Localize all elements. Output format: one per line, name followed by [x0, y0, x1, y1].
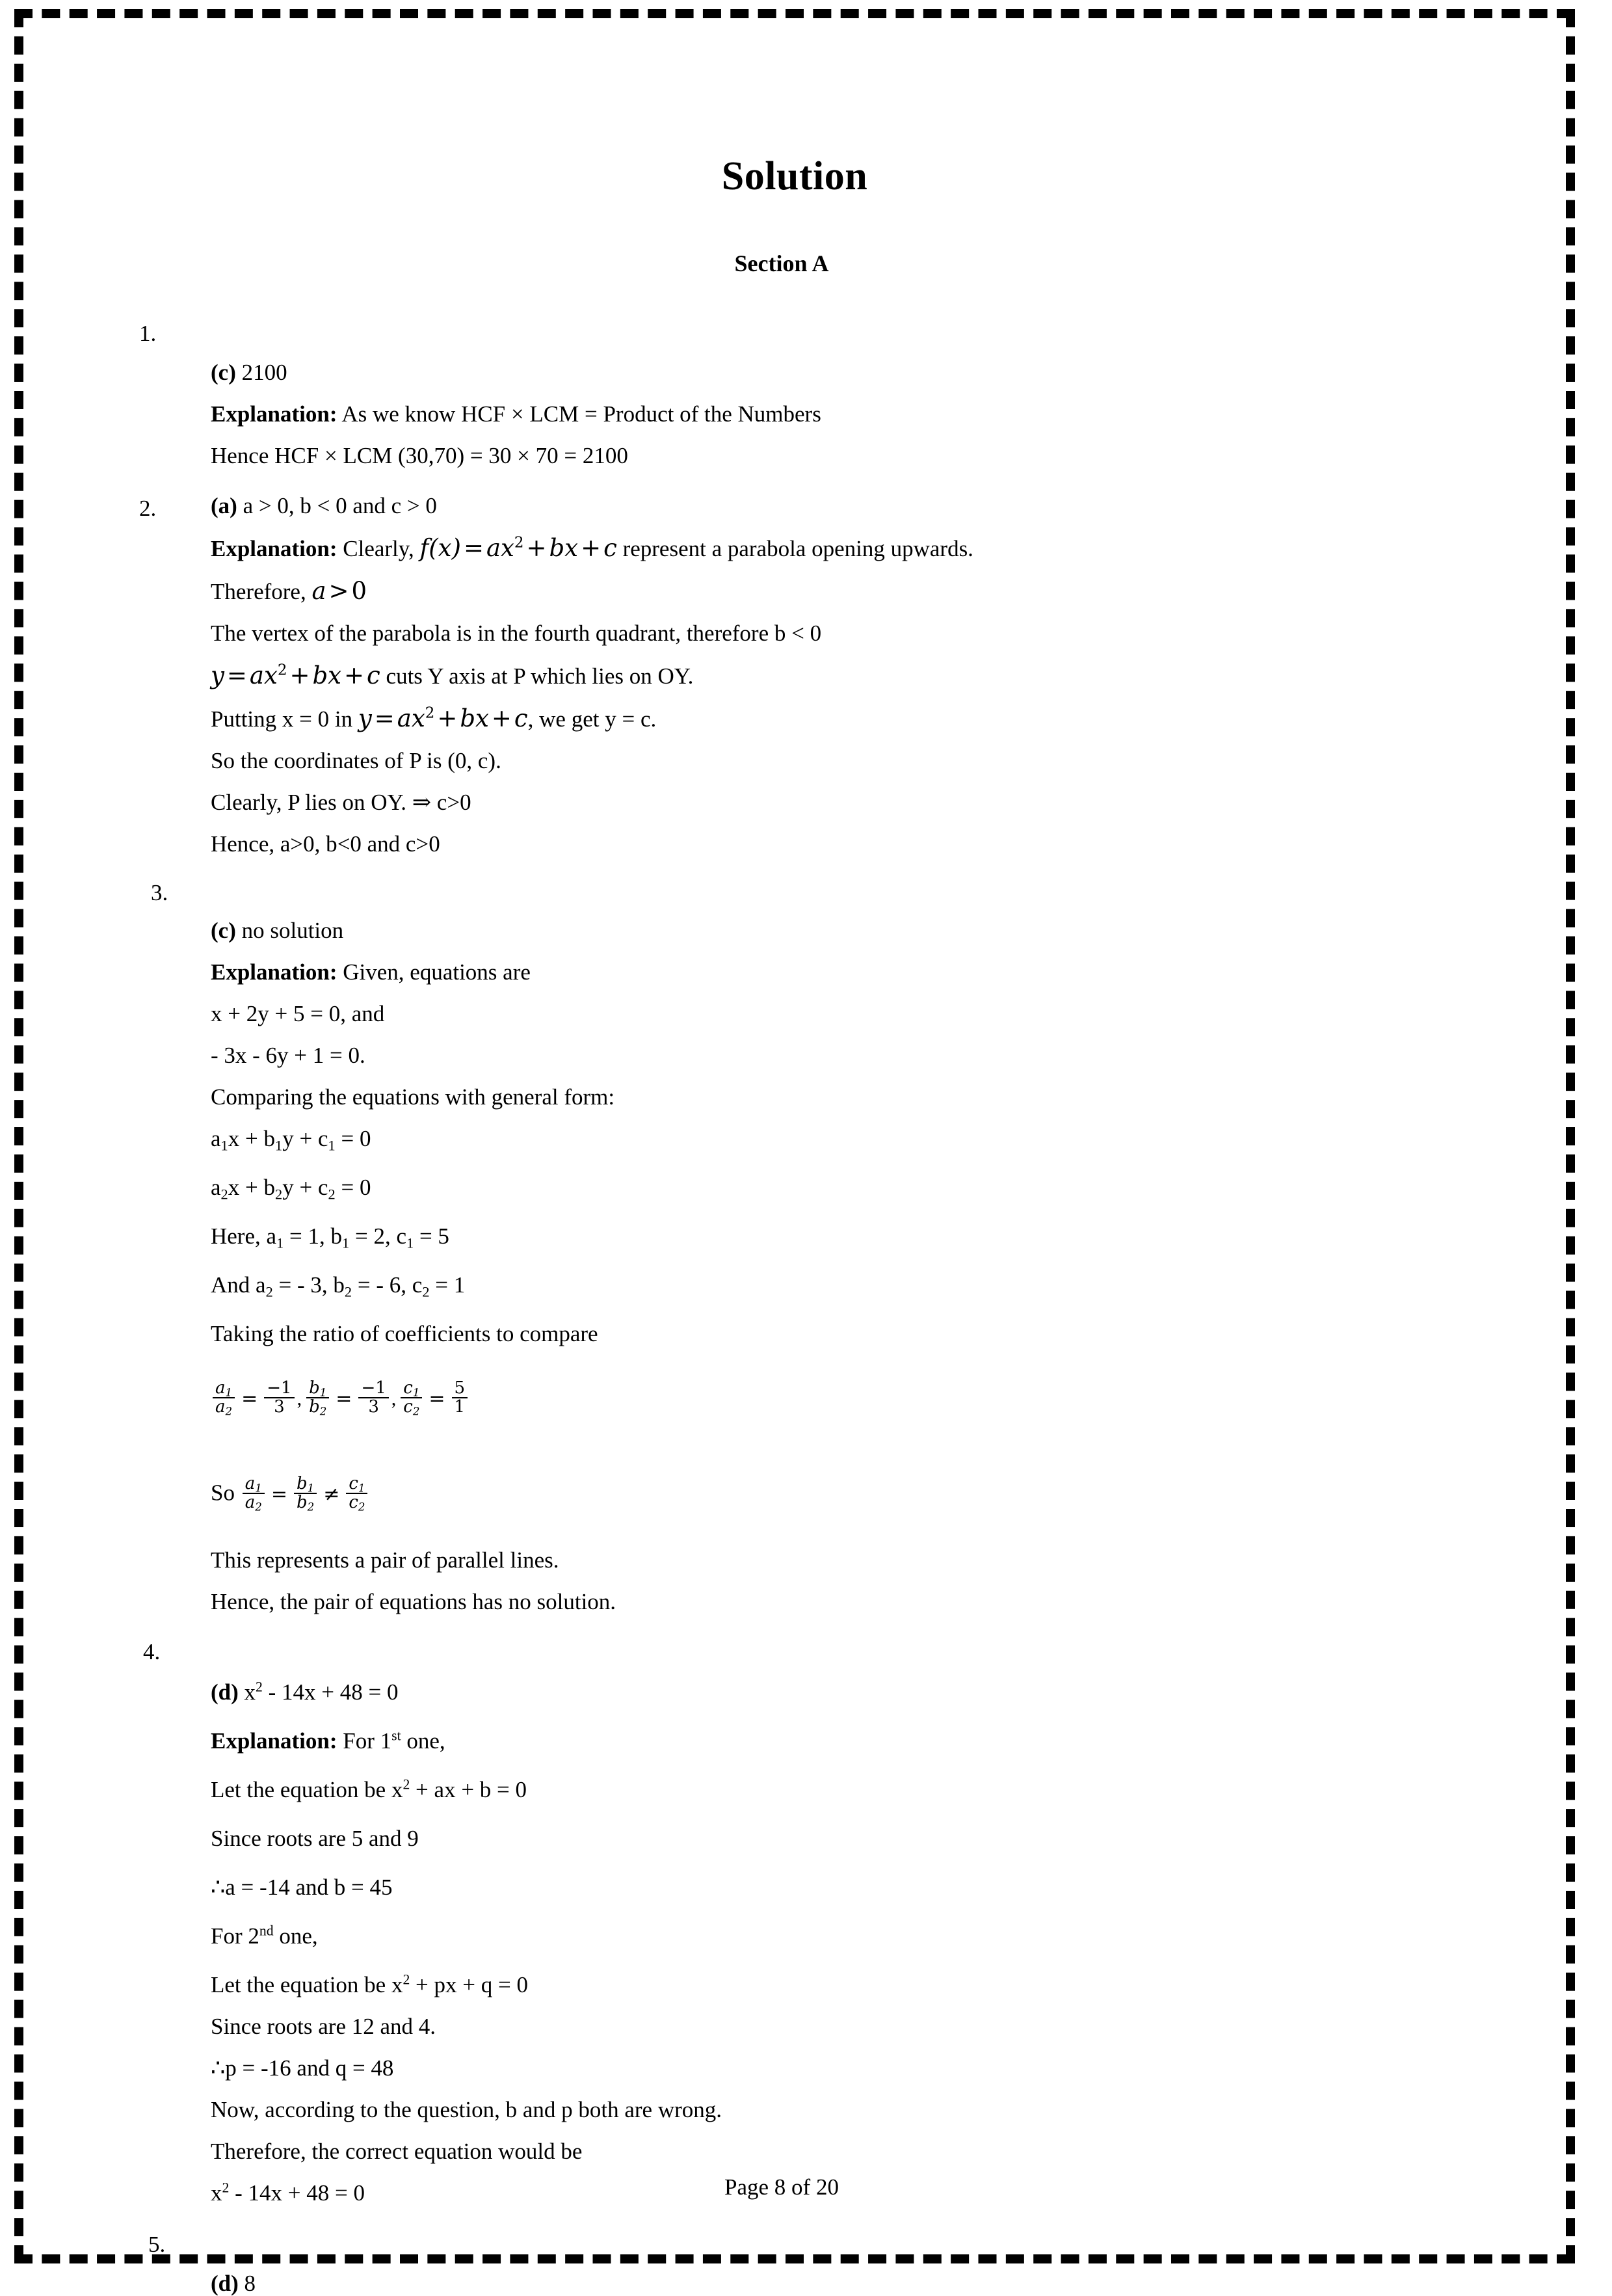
solution-line: - 3x - 6y + 1 = 0.: [211, 1043, 365, 1068]
putting-prefix: Putting x = 0 in: [211, 706, 358, 732]
option-text-5: 8: [244, 2271, 256, 2296]
page-title: Solution: [721, 154, 868, 198]
option-text-2: a > 0, b < 0 and c > 0: [243, 493, 437, 518]
page-footer: Page 8 of 20: [724, 2174, 839, 2200]
solution-line: [211, 706, 1488, 730]
question-number-4: 4.: [143, 1639, 161, 1665]
math-a-gt-zero: a > 0: [311, 577, 367, 605]
explanation-label-2: Explanation:: [211, 536, 337, 561]
so-prefix: So: [211, 1479, 241, 1505]
question-number-1: 1.: [139, 321, 157, 346]
coefficients-line-1: Here, $a_1 = 1$, $b_1 = 2$, $c_1 = 5$: [211, 1223, 449, 1251]
comma-separator: ,: [297, 1388, 302, 1410]
solution-item-5: [23, 2233, 1566, 2295]
option-text-4: $x^2 - 14x + 48 = 0$: [244, 1679, 399, 1705]
equals-sign: =: [271, 1482, 287, 1506]
page-content: [23, 18, 1566, 2296]
explanation-text-1: As we know HCF × LCM = Product of the Numbers: [341, 401, 821, 427]
answer-option-1: [211, 361, 1488, 384]
solution-line: Now, according to the question, b and p both are wrong.: [211, 2097, 722, 2123]
solution-item-4: [23, 1640, 1566, 2204]
explanation-label-1: Explanation:: [211, 401, 337, 427]
solution-line: Hence, a>0, b<0 and c>0: [211, 831, 440, 857]
option-label-2: (a): [211, 493, 237, 518]
explanation-text-3: Given, equations are: [343, 959, 531, 985]
answer-option-3: [211, 919, 1488, 942]
option-text-3: no solution: [241, 918, 344, 943]
equals-sign: =: [336, 1387, 352, 1411]
section-heading: Section A: [734, 250, 829, 276]
final-equation: $x^2 - 14x + 48 = 0$: [211, 2180, 365, 2206]
solution-line: x + 2y + 5 = 0, and: [211, 1001, 385, 1026]
therefore-prefix: Therefore,: [211, 579, 312, 604]
solution-body-5: [211, 2233, 1566, 2295]
solution-item-2: [23, 494, 1566, 855]
math-fx-expression: $f(x) = ax^2$ + bx + c: [419, 534, 617, 562]
solution-item-3: [23, 881, 1566, 1613]
solution-line: Taking the ratio of coefficients to compare: [211, 1321, 598, 1346]
solution-line: ∴p = -16 and q = 48: [211, 2055, 394, 2081]
option-label-4: (d): [211, 1679, 239, 1705]
fraction-a1-a2: $\frac{a_1}{a_2}$: [213, 1380, 235, 1417]
explanation-2: [211, 536, 1488, 560]
math-y-equation: $y = ax^2$ + bx + c: [211, 661, 380, 689]
solution-body-1: [211, 322, 1566, 467]
solution-item-1: [23, 322, 1566, 467]
solutions-list: [23, 322, 1566, 2295]
cuts-text: cuts Y axis at P which lies on OY.: [380, 663, 694, 689]
option-label-5: (d): [211, 2271, 239, 2296]
fraction-minus1-3-a: $\frac{-1}{3}$: [264, 1380, 294, 1417]
general-equation-1: $a_1x + b_1y + c_1 = 0$: [211, 1126, 371, 1154]
fraction-c1-c2: $\frac{c_1}{c_2}$: [401, 1380, 422, 1417]
not-equals-sign: ≠: [323, 1482, 340, 1506]
fraction-a1-a2-b: $\frac{a_1}{a_2}$: [243, 1475, 265, 1512]
solution-line: This represents a pair of parallel lines.: [211, 1547, 559, 1573]
solution-line: ∴a = -14 and b = 45: [211, 1875, 393, 1901]
solution-line: Let the equation be $x^2$ + ax + b = 0: [211, 1776, 527, 1803]
solution-body-4: [211, 1640, 1566, 2204]
explanation-label-3: Explanation:: [211, 959, 337, 985]
general-equation-2: $a_2x + b_2y + c_2 = 0$: [211, 1175, 371, 1203]
solution-line: For 2nd one,: [211, 1923, 318, 1949]
option-label-3: (c): [211, 918, 236, 943]
solution-body-3: [211, 881, 1566, 1613]
coefficients-line-2: And $a_2$ = - 3, $b_2$ = - 6, $c_2 = 1$: [211, 1272, 466, 1300]
option-label-1: (c): [211, 360, 236, 385]
ratio-inequality-row: [211, 1473, 1488, 1514]
answer-option-4: [211, 1681, 1488, 1703]
answer-option-2: [211, 494, 1488, 517]
fraction-c1-c2-b: $\frac{c_1}{c_2}$: [346, 1475, 367, 1512]
fraction-5-1: $\frac{5}{1}$: [452, 1380, 468, 1417]
math-y-equation-2: $y = ax^2$ + bx + c: [358, 704, 528, 732]
explanation-label-4: Explanation:: [211, 1728, 337, 1754]
explanation-suffix-2: represent a parabola opening upwards.: [616, 536, 973, 561]
explanation-3: [211, 961, 1488, 983]
putting-suffix: , we get y = c.: [527, 706, 657, 732]
solution-line: Hence, the pair of equations has no solution.: [211, 1589, 616, 1615]
solution-line: Since roots are 5 and 9: [211, 1826, 419, 1852]
explanation-1: [211, 403, 1488, 425]
fraction-b1-b2: $\frac{b_1}{b_2}$: [306, 1380, 329, 1417]
equals-sign: =: [429, 1387, 445, 1411]
solution-line: Comparing the equations with general form:: [211, 1084, 615, 1110]
solution-line: So the coordinates of P is (0, c).: [211, 748, 501, 773]
solution-line: Since roots are 12 and 4.: [211, 2014, 436, 2040]
answer-option-5: [211, 2272, 1488, 2295]
explanation-4: Explanation: For 1st one,: [211, 1728, 445, 1754]
ratio-equations-row: [211, 1378, 1488, 1418]
solution-line: Therefore, the correct equation would be: [211, 2139, 583, 2165]
page-dashed-border: [14, 9, 1575, 2296]
explanation-prefix-2: Clearly,: [343, 536, 420, 561]
question-number-5: 5.: [148, 2232, 166, 2258]
question-number-2: 2.: [139, 496, 157, 521]
solution-line: [211, 579, 1488, 603]
solution-line: Clearly, P lies on OY. ⇒ c>0: [211, 790, 471, 815]
question-number-3: 3.: [151, 880, 168, 905]
solution-line: The vertex of the parabola is in the fourth quadrant, therefore b < 0: [211, 621, 822, 646]
solution-line: [211, 663, 1488, 687]
solution-body-2: [211, 494, 1566, 855]
comma-separator: ,: [391, 1388, 397, 1410]
fraction-b1-b2-b: $\frac{b_1}{b_2}$: [294, 1475, 317, 1512]
solution-line: Hence HCF × LCM (30,70) = 30 × 70 = 2100: [211, 443, 628, 468]
fraction-minus1-3-b: $\frac{-1}{3}$: [358, 1380, 388, 1417]
solution-line: Let the equation be $x^2$ + px + q = 0: [211, 1971, 529, 1998]
equals-sign: =: [241, 1387, 258, 1411]
option-text-1: 2100: [241, 360, 287, 385]
